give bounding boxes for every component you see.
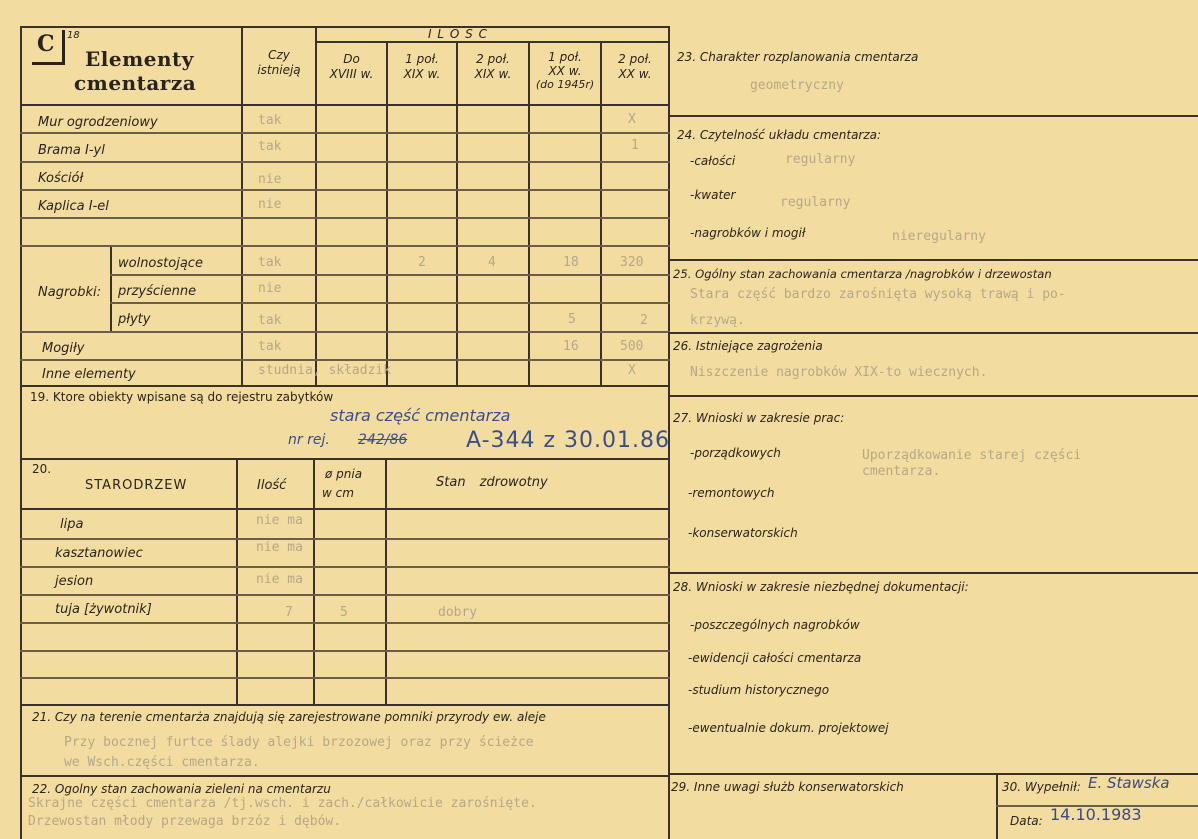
row-label-plyty: płyty	[118, 312, 151, 327]
s27-value-1: Uporządkowanie starej części	[862, 448, 1082, 463]
row-label-przyscienne: przyścienne	[118, 284, 197, 299]
col-c2-l2: XIX w.	[403, 67, 441, 81]
s27-value-2: cmentarza.	[862, 464, 941, 479]
cell-wolno-exists: tak	[258, 255, 282, 270]
hline-s20-r5	[20, 650, 670, 652]
hline-s25-end	[668, 332, 1198, 334]
cell-mogily-c4: 16	[563, 339, 579, 354]
vline-s20-ilosc	[236, 458, 238, 704]
hline-s20-r2	[20, 566, 670, 568]
row-label-brama: Brama I-yl	[38, 143, 105, 158]
hline-s21-end	[20, 775, 670, 777]
col-c1-l2: XVIII w.	[329, 67, 374, 81]
s24-value-nagrobkow: nieregularny	[892, 229, 986, 244]
col-header-c2	[388, 52, 456, 82]
cell-brama-exists: tak	[258, 139, 282, 154]
hline-r6	[110, 274, 670, 276]
s22-label: 22. Ogolny stan zachowania zieleni na cmentarzu	[32, 782, 331, 796]
row-label-mur: Mur ogrodzeniowy	[38, 115, 158, 130]
s19-handwritten-2c: A-344 z 30.01.86	[466, 428, 670, 453]
hline-r2	[20, 161, 670, 163]
col-header-ilosc: I L O S C	[428, 27, 488, 41]
hline-r5	[20, 245, 670, 247]
col-c4-l3: (do 1945r)	[535, 78, 595, 91]
tree-stan-tuja: dobry	[438, 605, 478, 620]
cell-kosciol-exists: nie	[258, 172, 282, 187]
tree-ilosc-tuja: 7	[285, 605, 293, 620]
tree-ilosc-jesion: nie ma	[256, 572, 303, 587]
left-border	[20, 26, 22, 839]
s20-col-pnia1: ø pnia	[325, 467, 363, 481]
cell-plyty-exists: tak	[258, 313, 282, 328]
row-label-inne: Inne elementy	[42, 367, 136, 382]
hline-s20-end	[20, 704, 670, 706]
cell-wolno-c2: 2	[418, 255, 426, 270]
s26-text: Niszczenie nagrobków XIX-to wiecznych.	[690, 365, 988, 380]
s28-item-studium: -studium historycznego	[688, 683, 830, 697]
hline-s23-end	[668, 115, 1198, 117]
s25-text-2: krzywą.	[690, 313, 745, 328]
hline-s24-end	[668, 259, 1198, 261]
s23-label: 23. Charakter rozplanowania cmentarza	[677, 50, 919, 64]
cell-inne-exists: studnia, składzik	[258, 363, 392, 378]
tree-name-jesion: jesion	[55, 574, 94, 589]
cell-brama-c5: 1	[631, 138, 639, 153]
s21-label: 21. Czy na terenie cmentarża znajdują się zarejestrowane pomniki przyrody ew. aleje	[32, 710, 546, 724]
s27-item-konserwatorskich: -konserwatorskich	[688, 526, 798, 540]
cell-mogily-exists: tak	[258, 339, 282, 354]
s21-text-1: Przy bocznej furtce ślady alejki brzozowej oraz przy ścieżce	[64, 735, 534, 750]
s24-item-nagrobkow: -nagrobków i mogił	[690, 226, 806, 240]
vline-nagrobki	[110, 245, 112, 332]
s27-label: 27. Wnioski w zakresie prac:	[673, 411, 845, 425]
hline-r7	[110, 302, 670, 304]
hline-r9	[20, 359, 670, 361]
vline-c2	[386, 42, 388, 386]
s26-label: 26. Istniejące zagrożenia	[673, 339, 823, 353]
col-header-c5	[602, 52, 668, 82]
cell-mogily-c5: 500	[620, 339, 644, 354]
tree-ilosc-lipa: nie ma	[256, 513, 303, 528]
tree-ilosc-kasztanowiec: nie ma	[256, 540, 303, 555]
hline-s27-end	[668, 572, 1198, 574]
card-code: C	[37, 31, 55, 57]
s24-value-calosci: regularny	[785, 152, 856, 167]
col-c4-l1: 1 poł.	[548, 50, 582, 64]
tree-name-lipa: lipa	[60, 517, 84, 532]
s22-text-1: Skrajne części cmentarza /tj.wsch. i zach./całkowicie zarośnięte.	[28, 796, 537, 811]
vline-c4	[528, 42, 530, 386]
s25-text-1: Stara część bardzo zarośnięta wysoką trawą i po-	[690, 287, 1066, 302]
s29-label: 29. Inne uwagi służb konserwatorskich	[671, 780, 904, 794]
tree-name-tuja: tuja [żywotnik]	[55, 602, 152, 617]
col-c2-l1: 1 poł.	[405, 52, 439, 66]
cell-przysc-exists: nie	[258, 281, 282, 296]
s19-handwritten-1: stara część cmentarza	[330, 406, 511, 425]
row-label-kaplica: Kaplica I-el	[38, 199, 109, 214]
s30-date: 14.10.1983	[1050, 805, 1142, 824]
hline-r1	[20, 132, 670, 134]
s19-handwritten-2a: nr rej.	[288, 432, 330, 448]
top-border	[20, 26, 670, 28]
col-c3-l2: XIX w.	[474, 67, 512, 81]
s20-col-ilosc: Ilość	[257, 478, 287, 493]
s24-item-calosci: -całości	[690, 154, 736, 168]
hline-r8	[20, 331, 670, 333]
col-header-c4	[530, 50, 600, 92]
cell-mur-c5: X	[628, 112, 636, 127]
row-label-wolnostojace: wolnostojące	[118, 256, 203, 271]
cell-plyty-c5: 2	[640, 313, 648, 328]
tree-pien-tuja: 5	[340, 605, 348, 620]
col-header-c3	[458, 52, 528, 82]
s19-handwritten-2b: 242/86	[358, 432, 408, 448]
s28-item-projektowej: -ewentualnie dokum. projektowej	[688, 721, 889, 735]
page-title-line2: cmentarza	[74, 71, 197, 95]
cell-wolno-c4: 18	[563, 255, 579, 270]
col-c1-l1: Do	[343, 52, 360, 66]
s20-num: 20.	[32, 462, 52, 476]
cell-kaplica-exists: nie	[258, 197, 282, 212]
row-label-mogily: Mogiły	[42, 341, 85, 356]
hline-header	[20, 104, 670, 106]
cell-mur-exists: tak	[258, 113, 282, 128]
s27-item-remontowych: -remontowych	[688, 486, 775, 500]
col-c4-l2: XX w.	[548, 64, 582, 78]
cell-wolno-c3: 4	[488, 255, 496, 270]
hline-s26-end	[668, 395, 1198, 397]
s28-label: 28. Wnioski w zakresie niezbędnej dokumentacji:	[673, 580, 969, 594]
col-c5-l1: 2 poł.	[618, 52, 652, 66]
hline-s20-r6	[20, 677, 670, 679]
cell-inne-c5: X	[628, 363, 636, 378]
vline-c5	[600, 42, 602, 386]
hline-s20-top	[20, 458, 670, 460]
card-code-sup: 18	[67, 30, 80, 41]
vline-s20-stan	[385, 458, 387, 704]
col-header-exists	[243, 48, 315, 78]
vline-c3	[456, 42, 458, 386]
vline-s20-pnia	[313, 458, 315, 704]
page-title-line1: Elementy	[85, 47, 194, 71]
col-header-exists-text: Czy istnieją	[257, 48, 301, 77]
row-label-nagrobki: Nagrobki:	[38, 285, 102, 300]
hline-s20-r4	[20, 622, 670, 624]
s21-text-2: we Wsch.części cmentarza.	[64, 755, 260, 770]
s30-name: E. Stawska	[1088, 774, 1170, 792]
row-label-kosciol: Kościół	[38, 171, 84, 186]
s30-label: 30. Wypełnił:	[1002, 780, 1081, 794]
s19-label: 19. Ktore obiekty wpisane są do rejestru zabytków	[30, 390, 334, 404]
hline-table-end	[20, 385, 670, 387]
hline-s20-r3	[20, 594, 670, 596]
s24-value-kwater: regularny	[780, 195, 851, 210]
hline-r4	[20, 217, 670, 219]
card-code-box	[32, 30, 65, 65]
s24-item-kwater: -kwater	[690, 188, 736, 202]
s24-label: 24. Czytelność układu cmentarza:	[677, 128, 882, 142]
s28-item-ewidencji: -ewidencji całości cmentarza	[688, 651, 862, 665]
tree-name-kasztanowiec: kasztanowiec	[55, 546, 143, 561]
s25-label: 25. Ogólny stan zachowania cmentarza /nagrobków i drzewostan	[673, 267, 1052, 281]
s20-col-stan: Stan zdrowotny	[436, 475, 548, 490]
s23-value: geometryczny	[750, 78, 844, 93]
s28-item-nagrobkow: -poszczególnych nagrobków	[690, 618, 860, 632]
s20-col-pnia2: w cm	[322, 486, 354, 500]
s22-text-2: Drzewostan młody przewaga brzóz i dębów.	[28, 814, 342, 829]
s20-title: STARODRZEW	[85, 478, 188, 493]
cell-wolno-c5: 320	[620, 255, 644, 270]
s30-date-label: Data:	[1010, 814, 1043, 828]
s27-item-porzadkowych: -porządkowych	[690, 446, 781, 460]
hline-s20-header	[20, 508, 670, 510]
cell-plyty-c4: 5	[568, 312, 576, 327]
col-c5-l2: XX w.	[618, 67, 652, 81]
hline-s20-r1	[20, 538, 670, 540]
hline-r3	[20, 189, 670, 191]
col-header-c1	[317, 52, 386, 82]
col-c3-l1: 2 poł.	[476, 52, 510, 66]
